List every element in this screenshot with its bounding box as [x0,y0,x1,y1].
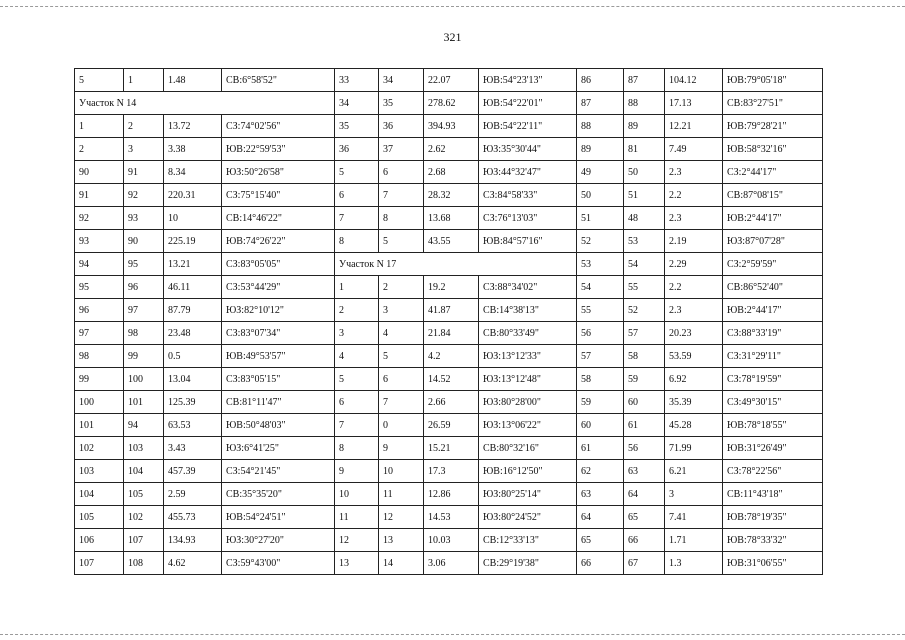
cell-bearing: СВ:6°58'52" [222,69,335,92]
cell-length: 3.06 [424,552,479,575]
cell-bearing: СЗ:31°29'11" [723,345,823,368]
cell-length: 43.55 [424,230,479,253]
cell-bearing: ЮВ:79°28'21" [723,115,823,138]
cell-length: 13.04 [164,368,222,391]
cell-from-point: 101 [75,414,124,437]
cell-length: 7.41 [665,506,723,529]
cell-length: 134.93 [164,529,222,552]
cell-bearing: СВ:83°27'51" [723,92,823,115]
cell-to-point: 59 [624,368,665,391]
cell-bearing: СВ:12°33'13" [479,529,577,552]
cell-bearing: ЮВ:54°23'13" [479,69,577,92]
cell-to-point: 92 [124,184,164,207]
cell-length: 1.48 [164,69,222,92]
cell-to-point: 8 [379,207,424,230]
cell-from-point: 54 [577,276,624,299]
cell-from-point: 92 [75,207,124,230]
cell-bearing: СЗ:76°13'03" [479,207,577,230]
cell-bearing: ЮЗ:80°24'52" [479,506,577,529]
cell-from-point: 59 [577,391,624,414]
table-row [75,230,823,253]
cell-from-point: 33 [335,69,379,92]
cell-from-point: 86 [577,69,624,92]
cell-to-point: 14 [379,552,424,575]
cell-from-point: 3 [335,322,379,345]
cell-length: 457.39 [164,460,222,483]
section-title: Участок N 17 [335,253,577,276]
cell-from-point: 7 [335,207,379,230]
cell-to-point: 67 [624,552,665,575]
cell-to-point: 51 [624,184,665,207]
cell-from-point: 65 [577,529,624,552]
cell-bearing: СЗ:83°07'34" [222,322,335,345]
cell-to-point: 5 [379,345,424,368]
cell-to-point: 91 [124,161,164,184]
cell-bearing: ЮЗ:13°12'48" [479,368,577,391]
cell-to-point: 7 [379,184,424,207]
cell-from-point: 98 [75,345,124,368]
cell-to-point: 3 [379,299,424,322]
cell-from-point: 91 [75,184,124,207]
cell-bearing: СЗ:83°05'15" [222,368,335,391]
cell-to-point: 57 [624,322,665,345]
top-dashed-edge [0,6,905,7]
cell-bearing: ЮВ:2°44'17" [723,207,823,230]
cell-to-point: 104 [124,460,164,483]
cell-to-point: 2 [379,276,424,299]
cell-length: 28.32 [424,184,479,207]
table-row [75,483,823,506]
cell-bearing: ЮВ:31°06'55" [723,552,823,575]
cell-from-point: 5 [335,161,379,184]
cell-length: 3.38 [164,138,222,161]
cell-from-point: 8 [335,437,379,460]
cell-to-point: 36 [379,115,424,138]
cell-to-point: 103 [124,437,164,460]
cell-from-point: 94 [75,253,124,276]
cell-from-point: 90 [75,161,124,184]
cell-bearing: СВ:14°38'13" [479,299,577,322]
cell-from-point: 49 [577,161,624,184]
cell-to-point: 100 [124,368,164,391]
cell-length: 7.49 [665,138,723,161]
cell-length: 2.29 [665,253,723,276]
cell-bearing: ЮЗ:80°28'00" [479,391,577,414]
cell-to-point: 105 [124,483,164,506]
cell-from-point: 12 [335,529,379,552]
survey-table [74,68,823,575]
cell-to-point: 10 [379,460,424,483]
cell-bearing: ЮВ:58°32'16" [723,138,823,161]
cell-from-point: 34 [335,92,379,115]
cell-to-point: 3 [124,138,164,161]
cell-from-point: 10 [335,483,379,506]
cell-to-point: 66 [624,529,665,552]
cell-length: 41.87 [424,299,479,322]
cell-length: 17.3 [424,460,479,483]
cell-to-point: 63 [624,460,665,483]
cell-bearing: СЗ:78°19'59" [723,368,823,391]
cell-from-point: 57 [577,345,624,368]
cell-from-point: 93 [75,230,124,253]
cell-bearing: СЗ:75°15'40" [222,184,335,207]
cell-length: 35.39 [665,391,723,414]
cell-bearing: ЮЗ:80°25'14" [479,483,577,506]
cell-bearing: ЮВ:50°48'03" [222,414,335,437]
cell-from-point: 99 [75,368,124,391]
cell-from-point: 4 [335,345,379,368]
cell-length: 4.2 [424,345,479,368]
cell-to-point: 11 [379,483,424,506]
cell-to-point: 60 [624,391,665,414]
cell-bearing: ЮЗ:35°30'44" [479,138,577,161]
cell-to-point: 61 [624,414,665,437]
cell-from-point: 53 [577,253,624,276]
cell-bearing: ЮВ:78°33'32" [723,529,823,552]
cell-to-point: 99 [124,345,164,368]
cell-to-point: 9 [379,437,424,460]
cell-bearing: ЮВ:79°05'18" [723,69,823,92]
table-row [75,115,823,138]
cell-to-point: 13 [379,529,424,552]
table-row [75,460,823,483]
cell-length: 26.59 [424,414,479,437]
cell-from-point: 96 [75,299,124,322]
cell-from-point: 2 [75,138,124,161]
cell-length: 455.73 [164,506,222,529]
cell-bearing: ЮВ:16°12'50" [479,460,577,483]
cell-length: 2.2 [665,184,723,207]
cell-to-point: 34 [379,69,424,92]
cell-from-point: 105 [75,506,124,529]
cell-to-point: 0 [379,414,424,437]
cell-bearing: СВ:87°08'15" [723,184,823,207]
cell-from-point: 5 [75,69,124,92]
table-row [75,322,823,345]
cell-to-point: 50 [624,161,665,184]
cell-length: 20.23 [665,322,723,345]
cell-length: 71.99 [665,437,723,460]
cell-length: 2.59 [164,483,222,506]
cell-from-point: 62 [577,460,624,483]
cell-bearing: ЮЗ:87°07'28" [723,230,823,253]
cell-length: 6.92 [665,368,723,391]
cell-to-point: 58 [624,345,665,368]
cell-length: 2.2 [665,276,723,299]
cell-to-point: 52 [624,299,665,322]
table-row [75,529,823,552]
cell-from-point: 50 [577,184,624,207]
cell-length: 6.21 [665,460,723,483]
cell-from-point: 87 [577,92,624,115]
cell-length: 3 [665,483,723,506]
cell-length: 394.93 [424,115,479,138]
cell-length: 46.11 [164,276,222,299]
cell-length: 0.5 [164,345,222,368]
cell-to-point: 81 [624,138,665,161]
cell-from-point: 55 [577,299,624,322]
cell-from-point: 60 [577,414,624,437]
cell-to-point: 88 [624,92,665,115]
cell-to-point: 96 [124,276,164,299]
cell-length: 13.21 [164,253,222,276]
cell-from-point: 9 [335,460,379,483]
cell-from-point: 13 [335,552,379,575]
cell-from-point: 100 [75,391,124,414]
cell-bearing: СЗ:54°21'45" [222,460,335,483]
cell-from-point: 8 [335,230,379,253]
cell-to-point: 35 [379,92,424,115]
cell-length: 53.59 [665,345,723,368]
cell-to-point: 97 [124,299,164,322]
table-row [75,437,823,460]
cell-to-point: 102 [124,506,164,529]
cell-from-point: 11 [335,506,379,529]
table-row [75,391,823,414]
cell-to-point: 6 [379,368,424,391]
cell-from-point: 64 [577,506,624,529]
cell-bearing: ЮВ:78°18'55" [723,414,823,437]
cell-length: 2.19 [665,230,723,253]
cell-from-point: 51 [577,207,624,230]
cell-to-point: 7 [379,391,424,414]
cell-to-point: 108 [124,552,164,575]
cell-bearing: ЮВ:74°26'22" [222,230,335,253]
cell-from-point: 35 [335,115,379,138]
section-title: Участок N 14 [75,92,335,115]
cell-length: 1.3 [665,552,723,575]
cell-bearing: СВ:86°52'40" [723,276,823,299]
cell-length: 87.79 [164,299,222,322]
cell-to-point: 93 [124,207,164,230]
cell-to-point: 64 [624,483,665,506]
cell-to-point: 37 [379,138,424,161]
cell-from-point: 89 [577,138,624,161]
cell-length: 104.12 [665,69,723,92]
cell-to-point: 1 [124,69,164,92]
cell-length: 10.03 [424,529,479,552]
cell-length: 2.3 [665,299,723,322]
cell-from-point: 1 [75,115,124,138]
table-row [75,414,823,437]
cell-bearing: СВ:80°33'49" [479,322,577,345]
table-row [75,207,823,230]
cell-length: 2.68 [424,161,479,184]
cell-bearing: СЗ:49°30'15" [723,391,823,414]
cell-length: 21.84 [424,322,479,345]
cell-length: 8.34 [164,161,222,184]
cell-length: 17.13 [665,92,723,115]
cell-from-point: 66 [577,552,624,575]
cell-from-point: 63 [577,483,624,506]
cell-to-point: 2 [124,115,164,138]
cell-bearing: СЗ:78°22'56" [723,460,823,483]
cell-bearing: ЮЗ:30°27'20" [222,529,335,552]
cell-length: 63.53 [164,414,222,437]
cell-to-point: 12 [379,506,424,529]
cell-to-point: 48 [624,207,665,230]
cell-to-point: 56 [624,437,665,460]
cell-from-point: 6 [335,184,379,207]
cell-bearing: СЗ:2°59'59" [723,253,823,276]
cell-length: 220.31 [164,184,222,207]
cell-bearing: ЮВ:54°22'11" [479,115,577,138]
cell-from-point: 95 [75,276,124,299]
bottom-dashed-edge [0,634,905,635]
cell-to-point: 89 [624,115,665,138]
cell-length: 1.71 [665,529,723,552]
cell-bearing: СЗ:53°44'29" [222,276,335,299]
cell-bearing: ЮВ:2°44'17" [723,299,823,322]
cell-to-point: 54 [624,253,665,276]
table-row [75,552,823,575]
cell-bearing: ЮЗ:6°41'25" [222,437,335,460]
cell-length: 12.86 [424,483,479,506]
cell-bearing: ЮВ:84°57'16" [479,230,577,253]
cell-bearing: СВ:35°35'20" [222,483,335,506]
cell-length: 10 [164,207,222,230]
table-row [75,138,823,161]
cell-to-point: 53 [624,230,665,253]
table-row [75,506,823,529]
cell-bearing: СЗ:88°33'19" [723,322,823,345]
cell-bearing: СВ:81°11'47" [222,391,335,414]
cell-bearing: ЮВ:54°22'01" [479,92,577,115]
cell-bearing: СЗ:83°05'05" [222,253,335,276]
table-row [75,299,823,322]
cell-from-point: 58 [577,368,624,391]
cell-to-point: 6 [379,161,424,184]
cell-bearing: СВ:11°43'18" [723,483,823,506]
cell-length: 3.43 [164,437,222,460]
cell-from-point: 103 [75,460,124,483]
table-row [75,184,823,207]
cell-bearing: СЗ:2°44'17" [723,161,823,184]
table-row [75,69,823,92]
cell-to-point: 107 [124,529,164,552]
cell-length: 45.28 [665,414,723,437]
cell-length: 278.62 [424,92,479,115]
cell-bearing: СВ:29°19'38" [479,552,577,575]
cell-from-point: 56 [577,322,624,345]
cell-length: 13.72 [164,115,222,138]
table-row [75,253,823,276]
cell-to-point: 94 [124,414,164,437]
survey-table-body [75,69,823,575]
cell-bearing: ЮЗ:82°10'12" [222,299,335,322]
cell-bearing: ЮВ:22°59'53" [222,138,335,161]
cell-from-point: 106 [75,529,124,552]
cell-bearing: СВ:14°46'22" [222,207,335,230]
cell-bearing: ЮВ:78°19'35" [723,506,823,529]
table-row [75,92,823,115]
cell-length: 2.3 [665,207,723,230]
cell-bearing: ЮЗ:50°26'58" [222,161,335,184]
cell-length: 2.62 [424,138,479,161]
cell-bearing: ЮЗ:13°06'22" [479,414,577,437]
cell-bearing: СЗ:59°43'00" [222,552,335,575]
cell-bearing: ЮЗ:44°32'47" [479,161,577,184]
cell-to-point: 95 [124,253,164,276]
table-row [75,345,823,368]
cell-from-point: 2 [335,299,379,322]
cell-from-point: 107 [75,552,124,575]
cell-from-point: 52 [577,230,624,253]
cell-length: 2.3 [665,161,723,184]
cell-length: 14.53 [424,506,479,529]
cell-bearing: ЮВ:54°24'51" [222,506,335,529]
cell-from-point: 102 [75,437,124,460]
cell-from-point: 7 [335,414,379,437]
cell-length: 225.19 [164,230,222,253]
cell-from-point: 97 [75,322,124,345]
cell-length: 125.39 [164,391,222,414]
cell-to-point: 5 [379,230,424,253]
table-row [75,161,823,184]
cell-length: 2.66 [424,391,479,414]
cell-to-point: 98 [124,322,164,345]
cell-from-point: 88 [577,115,624,138]
cell-length: 22.07 [424,69,479,92]
cell-from-point: 104 [75,483,124,506]
cell-from-point: 36 [335,138,379,161]
cell-bearing: ЮЗ:13°12'33" [479,345,577,368]
table-row [75,276,823,299]
cell-from-point: 61 [577,437,624,460]
cell-bearing: СЗ:84°58'33" [479,184,577,207]
cell-length: 15.21 [424,437,479,460]
cell-length: 19.2 [424,276,479,299]
cell-length: 23.48 [164,322,222,345]
cell-from-point: 6 [335,391,379,414]
cell-to-point: 90 [124,230,164,253]
cell-bearing: СВ:80°32'16" [479,437,577,460]
cell-bearing: СЗ:74°02'56" [222,115,335,138]
table-row [75,368,823,391]
cell-from-point: 1 [335,276,379,299]
page-number: 321 [443,30,462,44]
cell-to-point: 87 [624,69,665,92]
cell-length: 4.62 [164,552,222,575]
cell-length: 13.68 [424,207,479,230]
cell-length: 12.21 [665,115,723,138]
cell-bearing: ЮВ:31°26'49" [723,437,823,460]
cell-bearing: ЮВ:49°53'57" [222,345,335,368]
cell-from-point: 5 [335,368,379,391]
cell-to-point: 101 [124,391,164,414]
cell-to-point: 55 [624,276,665,299]
cell-to-point: 65 [624,506,665,529]
cell-to-point: 4 [379,322,424,345]
cell-bearing: СЗ:88°34'02" [479,276,577,299]
cell-length: 14.52 [424,368,479,391]
